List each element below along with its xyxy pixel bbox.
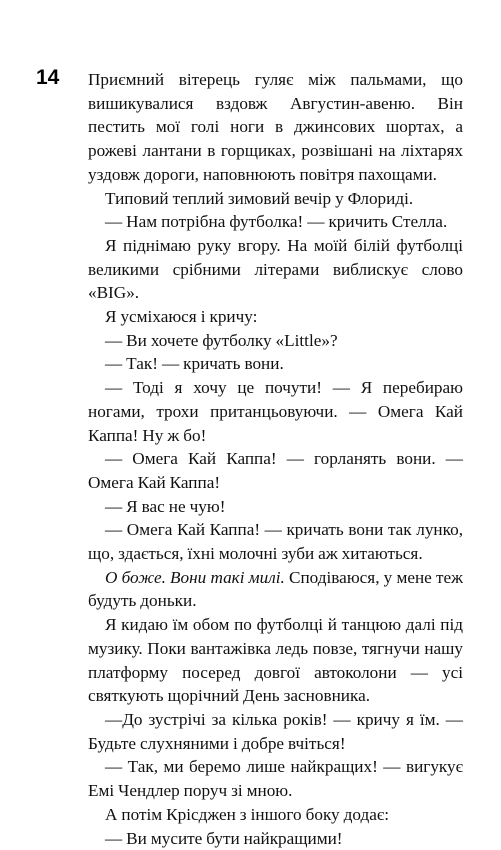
paragraph: — Я вас не чую!	[88, 495, 463, 519]
paragraph: Я усміхаюся і кричу:	[88, 305, 463, 329]
paragraph: — Омега Кай Каппа! — горланять вони. — Омега Кай Каппа!	[88, 447, 463, 494]
paragraph: — Так, ми беремо лише найкращих! — вигукує Емі Чендлер поруч зі мною.	[88, 755, 463, 802]
paragraph: Я піднімаю руку вгору. На моїй білій футболці великими срібними літерами виблискує слово «BIG».	[88, 234, 463, 305]
paragraph-with-italic	[88, 566, 463, 613]
body-text	[88, 68, 463, 850]
paragraph-rest: Сподіваюся, у мене теж будуть доньки.	[88, 568, 463, 611]
paragraph: А потім Крісджен з іншого боку додає:	[88, 803, 463, 827]
paragraph: Я кидаю їм обом по футболці й танцюю далі під музику. Поки вантажівка ледь повзе, тягнучи нашу платформу посеред довгої автоколони — усі святкують щорічний День засновника.	[88, 613, 463, 708]
paragraph: — Омега Кай Каппа! — кричать вони так лунко, що, здається, їхні молочні зуби аж хитаються.	[88, 518, 463, 565]
paragraph: —До зустрічі за кілька років! — кричу я їм. — Будьте слухняними і добре вчіться!	[88, 708, 463, 755]
page-number: 14	[36, 66, 59, 90]
paragraph: — Нам потрібна футболка! — кричить Стелла.	[88, 210, 463, 234]
paragraph: Типовий теплий зимовий вечір у Флориді.	[88, 187, 463, 211]
paragraph: Приємний вітерець гуляє між пальмами, що вишикувалися вздовж Августин-авеню. Він пестить мої голі ноги в джинсових шортах, а рожеві лантани в горщиках, розвішані на ліхтарях уздовж дороги, наповнюють повітря пахощами.	[88, 68, 463, 187]
paragraph: — Ви хочете футболку «Little»?	[88, 329, 463, 353]
paragraph: — Ви мусите бути найкращими!	[88, 827, 463, 850]
paragraph: — Тоді я хочу це почути! — Я перебираю ногами, трохи пританцьовуючи. — Омега Кай Каппа! Ну ж бо!	[88, 376, 463, 447]
italic-thought: О боже. Вони такі милі.	[105, 568, 285, 587]
paragraph: — Так! — кричать вони.	[88, 352, 463, 376]
